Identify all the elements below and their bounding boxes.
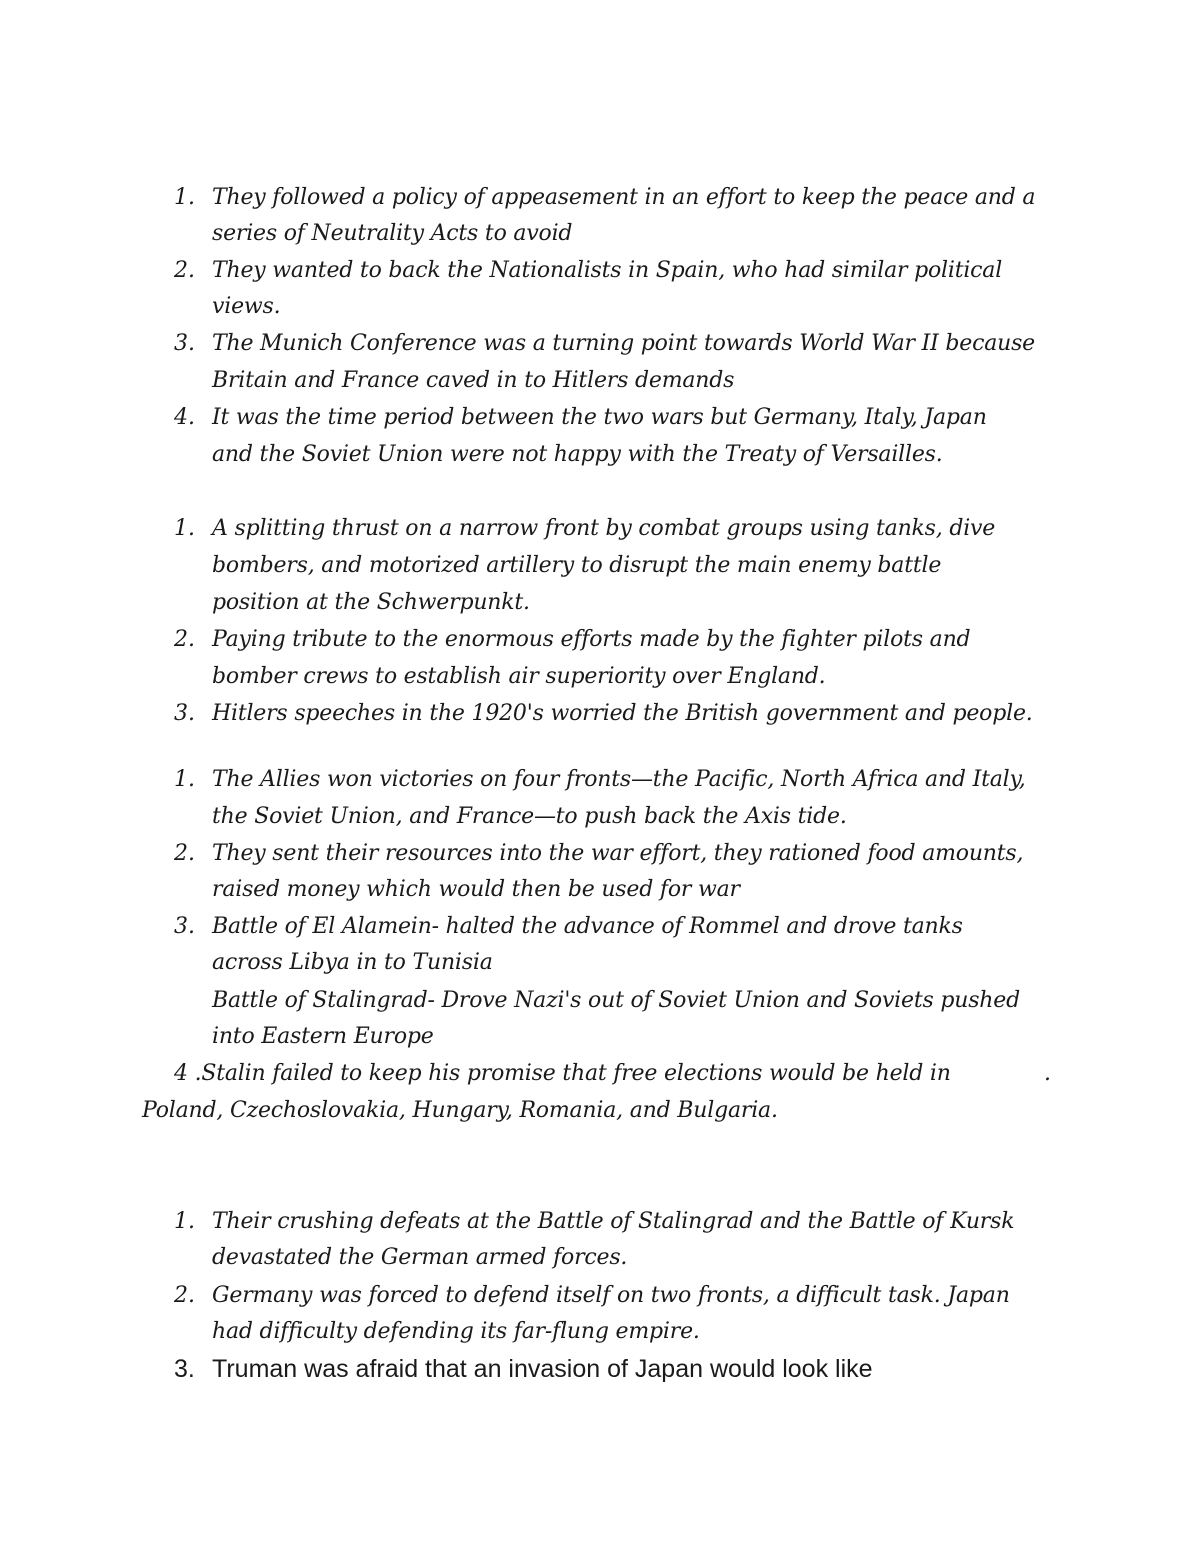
list-item-text: A splitting thrust on a narrow front by combat groups using tanks, dive bbox=[212, 516, 996, 541]
list-item-text: 4 .Stalin failed to keep his promise that free elections would be held in bbox=[174, 1061, 951, 1086]
list-number: 2. bbox=[174, 258, 195, 283]
list-number: 3. bbox=[174, 701, 195, 726]
list-number: 2. bbox=[174, 841, 195, 866]
list-item-text: The Munich Conference was a turning point towards World War II because bbox=[212, 331, 1035, 356]
list-item-text: bombers, and motorized artillery to disrupt the main enemy battle bbox=[212, 553, 942, 578]
list-item-text: raised money which would then be used for war bbox=[212, 877, 740, 902]
list-item-text: and the Soviet Union were not happy with the Treaty of Versailles. bbox=[212, 442, 943, 467]
list-item-text: Poland, Czechoslovakia, Hungary, Romania, and Bulgaria. bbox=[142, 1098, 778, 1123]
list-number: 1. bbox=[174, 767, 195, 792]
list-item-text: series of Neutrality Acts to avoid bbox=[212, 221, 573, 246]
list-item-text: the Soviet Union, and France—to push back the Axis tide. bbox=[212, 804, 847, 829]
list-number: 4. bbox=[174, 405, 195, 430]
list-number: 3. bbox=[174, 331, 195, 356]
list-item-text: Battle of Stalingrad- Drove Nazi's out of Soviet Union and Soviets pushed bbox=[212, 988, 1020, 1013]
list-item-text: bomber crews to establish air superiority over England. bbox=[212, 664, 826, 689]
list-item-text: position at the Schwerpunkt. bbox=[212, 590, 530, 615]
list-item-text: Battle of El Alamein- halted the advance of Rommel and drove tanks bbox=[212, 914, 963, 939]
list-item-text: Britain and France caved in to Hitlers demands bbox=[212, 368, 735, 393]
list-item-text: views. bbox=[212, 294, 281, 319]
list-number: 1. bbox=[174, 516, 195, 541]
list-item-text: Paying tribute to the enormous efforts made by the fighter pilots and bbox=[212, 627, 971, 652]
list-number: 1. bbox=[174, 1209, 195, 1234]
list-item-text: into Eastern Europe bbox=[212, 1024, 434, 1049]
list-number: 3. bbox=[174, 914, 195, 939]
stray-period: . bbox=[1044, 1061, 1051, 1086]
list-item-text: Their crushing defeats at the Battle of Stalingrad and the Battle of Kursk bbox=[212, 1209, 1015, 1234]
list-item-text: They wanted to back the Nationalists in Spain, who had similar political bbox=[212, 258, 1003, 283]
list-item-text: across Libya in to Tunisia bbox=[212, 950, 493, 975]
list-item-text: Hitlers speeches in the 1920's worried the British government and people. bbox=[212, 701, 1033, 726]
list-item-text: They followed a policy of appeasement in an effort to keep the peace and a bbox=[212, 185, 1036, 210]
list-item-text: devastated the German armed forces. bbox=[212, 1245, 628, 1270]
list-item-text: had difficulty defending its far-flung empire. bbox=[212, 1319, 700, 1344]
list-number: 3. bbox=[174, 1355, 195, 1383]
list-item-text: Truman was afraid that an invasion of Japan would look like bbox=[212, 1355, 873, 1383]
list-item-text: Germany was forced to defend itself on two fronts, a difficult task. Japan bbox=[212, 1283, 1010, 1308]
list-item-text: It was the time period between the two wars but Germany, Italy, Japan bbox=[212, 405, 987, 430]
list-item-text: They sent their resources into the war effort, they rationed food amounts, bbox=[212, 841, 1024, 866]
list-number: 2. bbox=[174, 1283, 195, 1308]
list-item-text: The Allies won victories on four fronts—the Pacific, North Africa and Italy, bbox=[212, 767, 1026, 792]
list-number: 1. bbox=[174, 185, 195, 210]
list-number: 2. bbox=[174, 627, 195, 652]
